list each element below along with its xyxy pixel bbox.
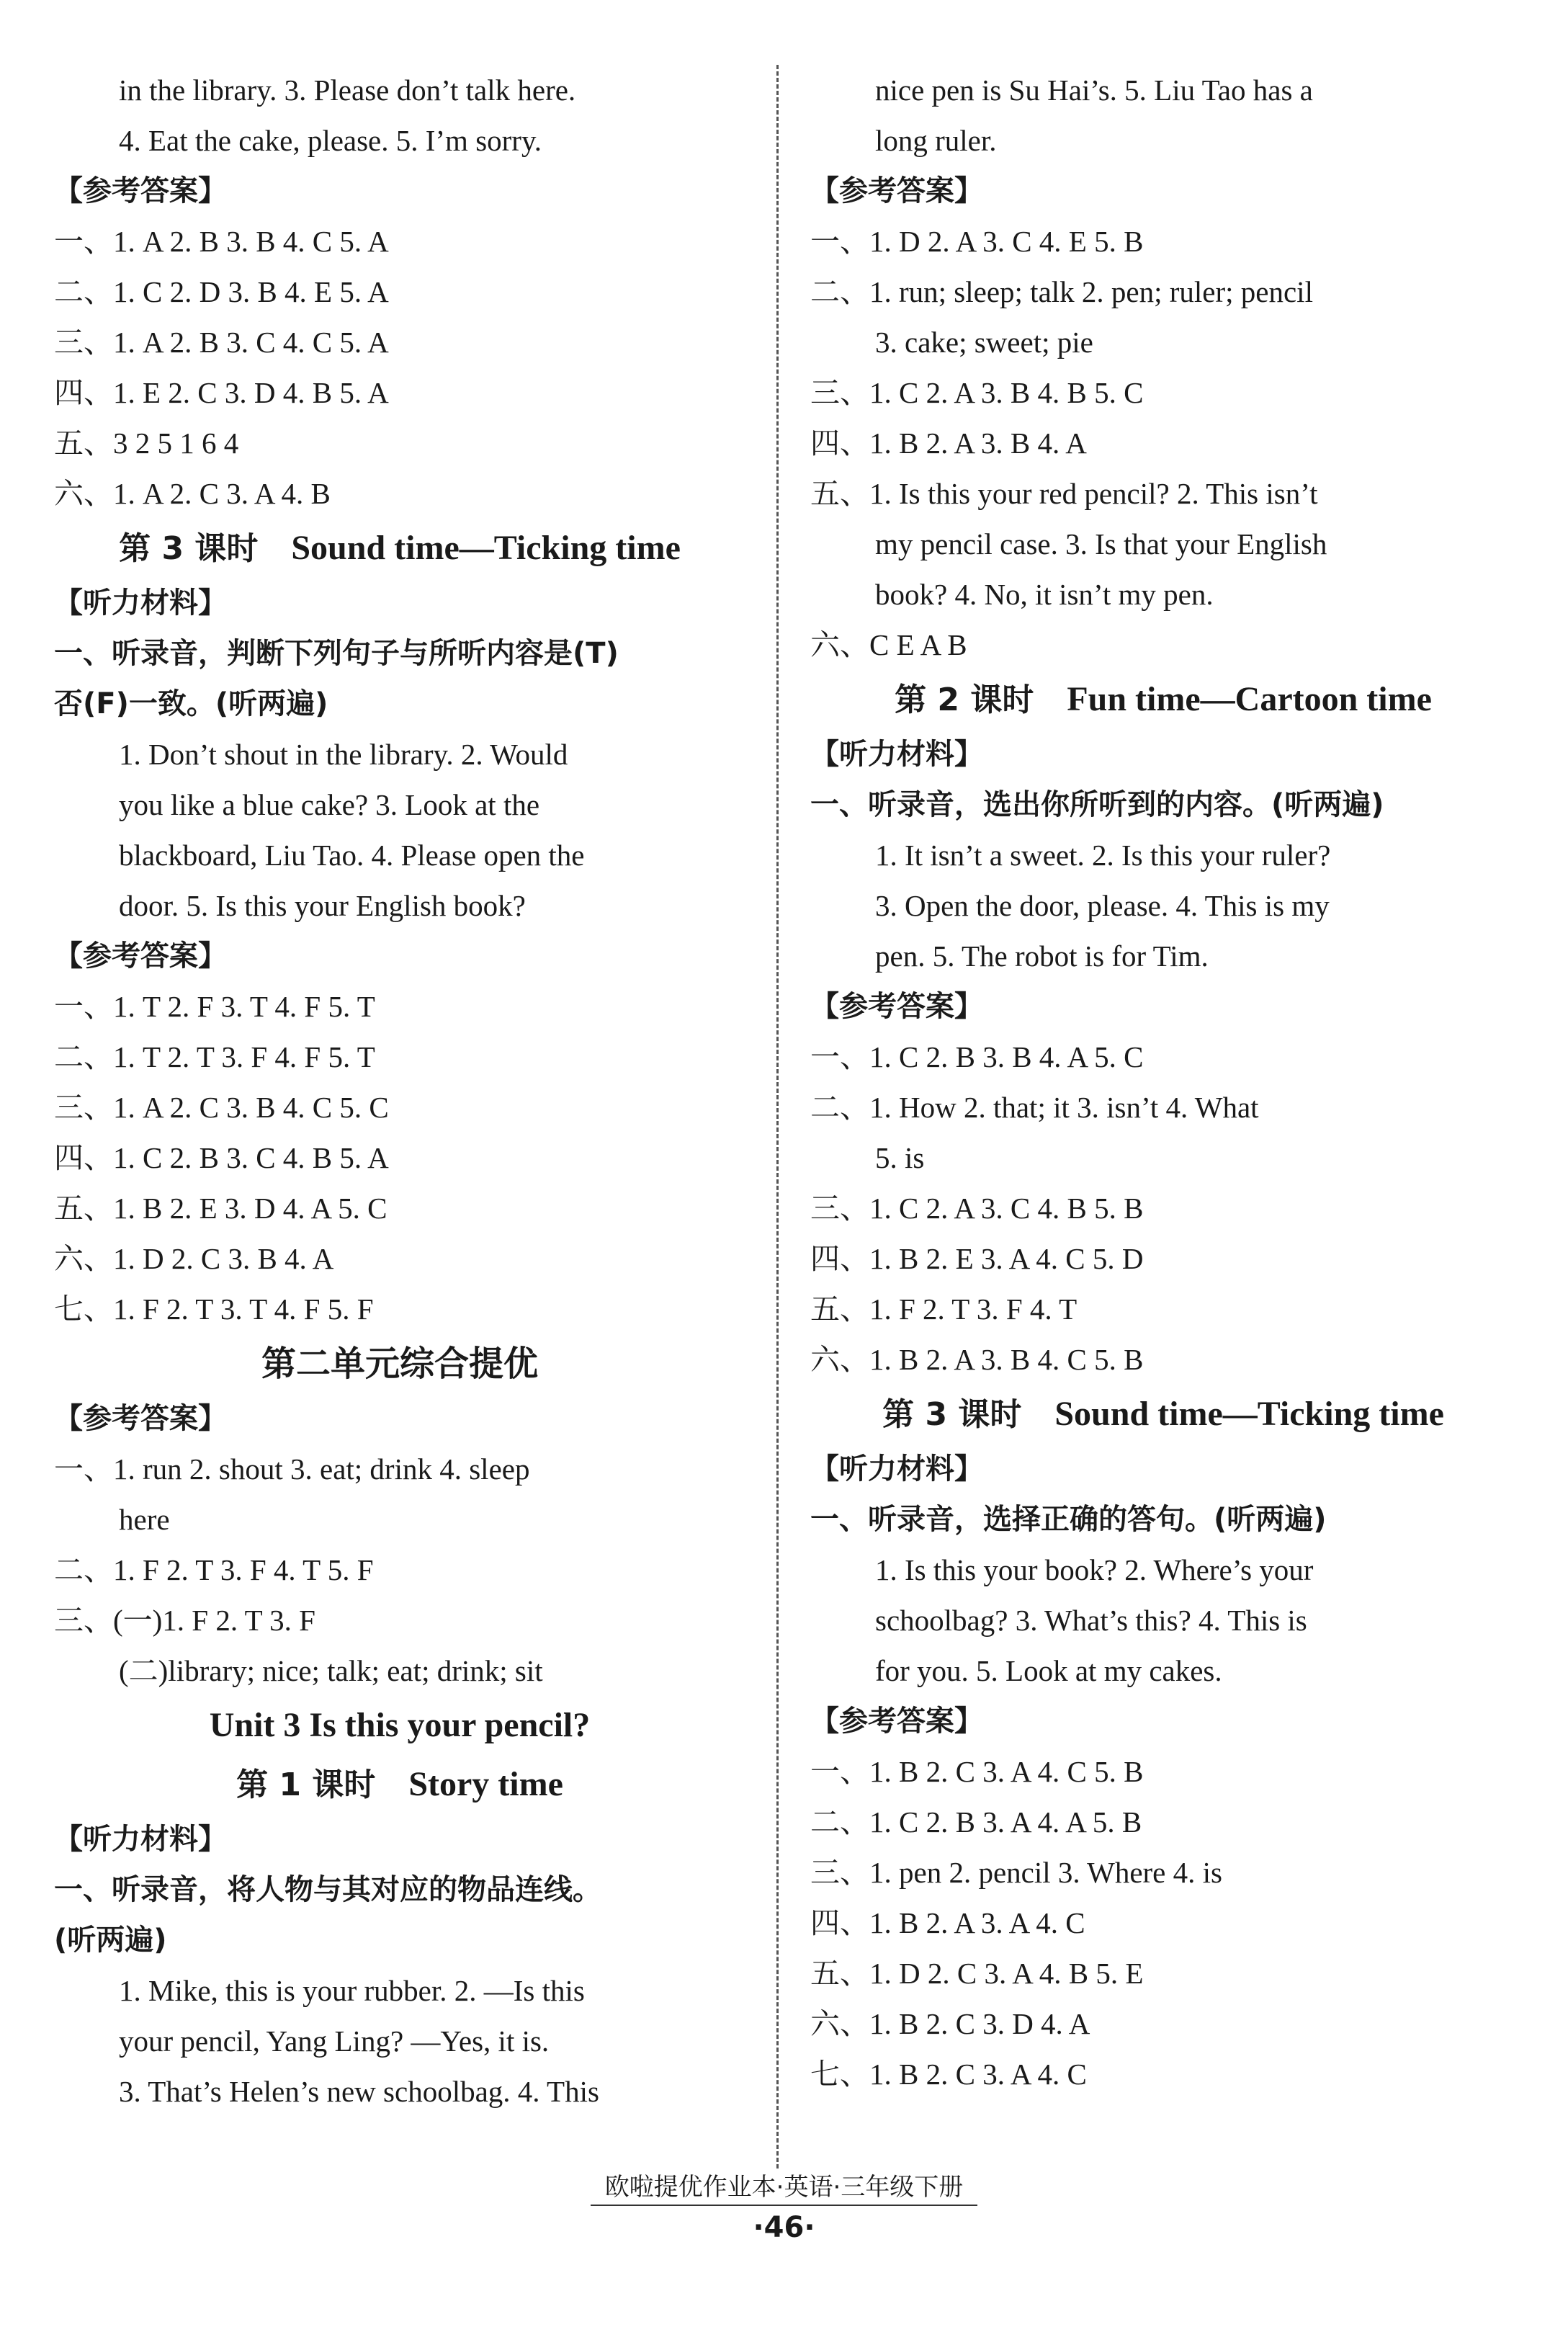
text-line: 1. Don’t shout in the library. 2. Would bbox=[119, 738, 568, 771]
text-line: book? 4. No, it isn’t my pen. bbox=[875, 578, 1214, 611]
page-number: ·46· bbox=[753, 2211, 815, 2244]
lesson-number: 第 3 课时 bbox=[882, 1396, 1022, 1433]
text-line: here bbox=[119, 1503, 170, 1536]
section-tag: 【听力材料】 bbox=[54, 1823, 227, 1856]
right-column bbox=[810, 65, 1516, 2099]
answer-line: 三、1. pen 2. pencil 3. Where 4. is bbox=[810, 1856, 1222, 1889]
unit-heading: Unit 3 Is this your pencil? bbox=[209, 1706, 591, 1744]
text-line: pen. 5. The robot is for Tim. bbox=[875, 939, 1209, 973]
answer-line: 五、3 2 5 1 6 4 bbox=[54, 426, 239, 460]
question-prompt: 一、听录音，将人物与其对应的物品连线。 bbox=[54, 1873, 601, 1906]
answer-line: 一、1. C 2. B 3. B 4. A 5. C bbox=[810, 1040, 1144, 1073]
answer-line: 七、1. B 2. C 3. A 4. C bbox=[810, 2058, 1087, 2091]
lesson-number: 第 2 课时 bbox=[895, 682, 1034, 718]
text-line: in the library. 3. Please don’t talk here. bbox=[119, 73, 576, 107]
text-line: 4. Eat the cake, please. 5. I’m sorry. bbox=[119, 124, 542, 157]
text-line: 3. That’s Helen’s new schoolbag. 4. This bbox=[119, 2075, 599, 2108]
question-prompt: 一、听录音，判断下列句子与所听内容是(T) bbox=[54, 637, 619, 670]
answer-line: 二、1. C 2. D 3. B 4. E 5. A bbox=[54, 275, 389, 308]
answer-line: 三、1. A 2. B 3. C 4. C 5. A bbox=[54, 326, 389, 359]
answer-line: 六、C E A B bbox=[810, 628, 967, 661]
answer-line: 一、1. B 2. C 3. A 4. C 5. B bbox=[810, 1755, 1144, 1788]
text-line: door. 5. Is this your English book? bbox=[119, 889, 526, 922]
answer-line: 四、1. B 2. A 3. B 4. A bbox=[810, 426, 1087, 460]
answer-line: 一、1. T 2. F 3. T 4. F 5. T bbox=[54, 990, 375, 1023]
answer-line: 五、1. F 2. T 3. F 4. T bbox=[810, 1292, 1078, 1326]
unit-review-heading: 第二单元综合提优 bbox=[261, 1344, 538, 1384]
left-column bbox=[54, 65, 745, 2117]
text-line: (二)library; nice; talk; eat; drink; sit bbox=[119, 1654, 543, 1687]
page-footer bbox=[0, 2170, 1568, 2249]
lesson-heading bbox=[54, 1755, 745, 1814]
lesson-title: Sound time—Ticking time bbox=[1054, 1395, 1444, 1433]
text-line: you like a blue cake? 3. Look at the bbox=[119, 788, 540, 821]
answer-line: 四、1. C 2. B 3. C 4. B 5. A bbox=[54, 1141, 389, 1174]
section-tag: 【参考答案】 bbox=[54, 174, 227, 207]
text-line: blackboard, Liu Tao. 4. Please open the bbox=[119, 839, 585, 872]
text-line: 1. It isn’t a sweet. 2. Is this your ruler? bbox=[875, 839, 1331, 872]
question-prompt: (听两遍) bbox=[54, 1924, 167, 1957]
lesson-number: 第 3 课时 bbox=[119, 530, 259, 567]
section-tag: 【听力材料】 bbox=[810, 738, 983, 771]
section-tag: 【参考答案】 bbox=[810, 1705, 983, 1738]
answer-line: 三、1. C 2. A 3. C 4. B 5. B bbox=[810, 1192, 1144, 1225]
answer-line: 三、1. C 2. A 3. B 4. B 5. C bbox=[810, 376, 1144, 409]
text-line: 5. is bbox=[875, 1141, 925, 1174]
lesson-number: 第 1 课时 bbox=[236, 1767, 376, 1803]
answer-line: 一、1. D 2. A 3. C 4. E 5. B bbox=[810, 225, 1144, 258]
footer-subtitle: 欧啦提优作业本·英语·三年级下册 bbox=[591, 2170, 978, 2206]
lesson-heading bbox=[54, 519, 745, 578]
lesson-title: Sound time—Ticking time bbox=[291, 529, 681, 567]
text-line: my pencil case. 3. Is that your English bbox=[875, 527, 1327, 560]
answer-line: 四、1. B 2. A 3. A 4. C bbox=[810, 1906, 1085, 1939]
lesson-title: Story time bbox=[408, 1765, 563, 1803]
answer-line: 一、1. run 2. shout 3. eat; drink 4. sleep bbox=[54, 1452, 530, 1486]
answer-line: 六、1. A 2. C 3. A 4. B bbox=[54, 477, 331, 510]
answer-line: 二、1. How 2. that; it 3. isn’t 4. What bbox=[810, 1091, 1259, 1124]
answer-line: 五、1. B 2. E 3. D 4. A 5. C bbox=[54, 1192, 387, 1225]
section-tag: 【听力材料】 bbox=[54, 586, 227, 620]
text-line: 1. Is this your book? 2. Where’s your bbox=[875, 1553, 1314, 1586]
column-divider bbox=[776, 65, 779, 2169]
section-tag: 【参考答案】 bbox=[810, 990, 983, 1023]
answer-line: 六、1. D 2. C 3. B 4. A bbox=[54, 1242, 334, 1275]
text-line: long ruler. bbox=[875, 124, 997, 157]
answer-line: 六、1. B 2. C 3. D 4. A bbox=[810, 2007, 1090, 2040]
question-prompt: 否(F)一致。(听两遍) bbox=[54, 687, 328, 720]
answer-line: 三、(一)1. F 2. T 3. F bbox=[54, 1604, 315, 1637]
answer-line: 二、1. C 2. B 3. A 4. A 5. B bbox=[810, 1805, 1142, 1839]
text-line: 3. Open the door, please. 4. This is my bbox=[875, 889, 1330, 922]
answer-line: 二、1. run; sleep; talk 2. pen; ruler; pencil bbox=[810, 275, 1313, 308]
text-line: nice pen is Su Hai’s. 5. Liu Tao has a bbox=[875, 73, 1313, 107]
lesson-heading bbox=[810, 1385, 1516, 1444]
question-prompt: 一、听录音，选出你所听到的内容。(听两遍) bbox=[810, 788, 1384, 821]
answer-line: 四、1. B 2. E 3. A 4. C 5. D bbox=[810, 1242, 1144, 1275]
answer-line: 五、1. D 2. C 3. A 4. B 5. E bbox=[810, 1957, 1144, 1990]
answer-line: 五、1. Is this your red pencil? 2. This isn’t bbox=[810, 477, 1318, 510]
answer-line: 七、1. F 2. T 3. T 4. F 5. F bbox=[54, 1292, 374, 1326]
text-line: your pencil, Yang Ling? —Yes, it is. bbox=[119, 2024, 550, 2058]
answer-line: 二、1. F 2. T 3. F 4. T 5. F bbox=[54, 1553, 374, 1586]
answer-line: 一、1. A 2. B 3. B 4. C 5. A bbox=[54, 225, 389, 258]
text-line: schoolbag? 3. What’s this? 4. This is bbox=[875, 1604, 1307, 1637]
section-tag: 【参考答案】 bbox=[54, 1402, 227, 1435]
section-tag: 【听力材料】 bbox=[810, 1452, 983, 1486]
question-prompt: 一、听录音，选择正确的答句。(听两遍) bbox=[810, 1503, 1327, 1536]
text-line: for you. 5. Look at my cakes. bbox=[875, 1654, 1222, 1687]
section-tag: 【参考答案】 bbox=[54, 939, 227, 973]
text-line: 3. cake; sweet; pie bbox=[875, 326, 1093, 359]
section-tag: 【参考答案】 bbox=[810, 174, 983, 207]
lesson-heading bbox=[810, 670, 1516, 729]
answer-line: 二、1. T 2. T 3. F 4. F 5. T bbox=[54, 1040, 375, 1073]
answer-line: 四、1. E 2. C 3. D 4. B 5. A bbox=[54, 376, 389, 409]
lesson-title: Fun time—Cartoon time bbox=[1067, 680, 1432, 718]
text-line: 1. Mike, this is your rubber. 2. —Is this bbox=[119, 1974, 585, 2007]
answer-line: 六、1. B 2. A 3. B 4. C 5. B bbox=[810, 1343, 1144, 1376]
answer-line: 三、1. A 2. C 3. B 4. C 5. C bbox=[54, 1091, 389, 1124]
